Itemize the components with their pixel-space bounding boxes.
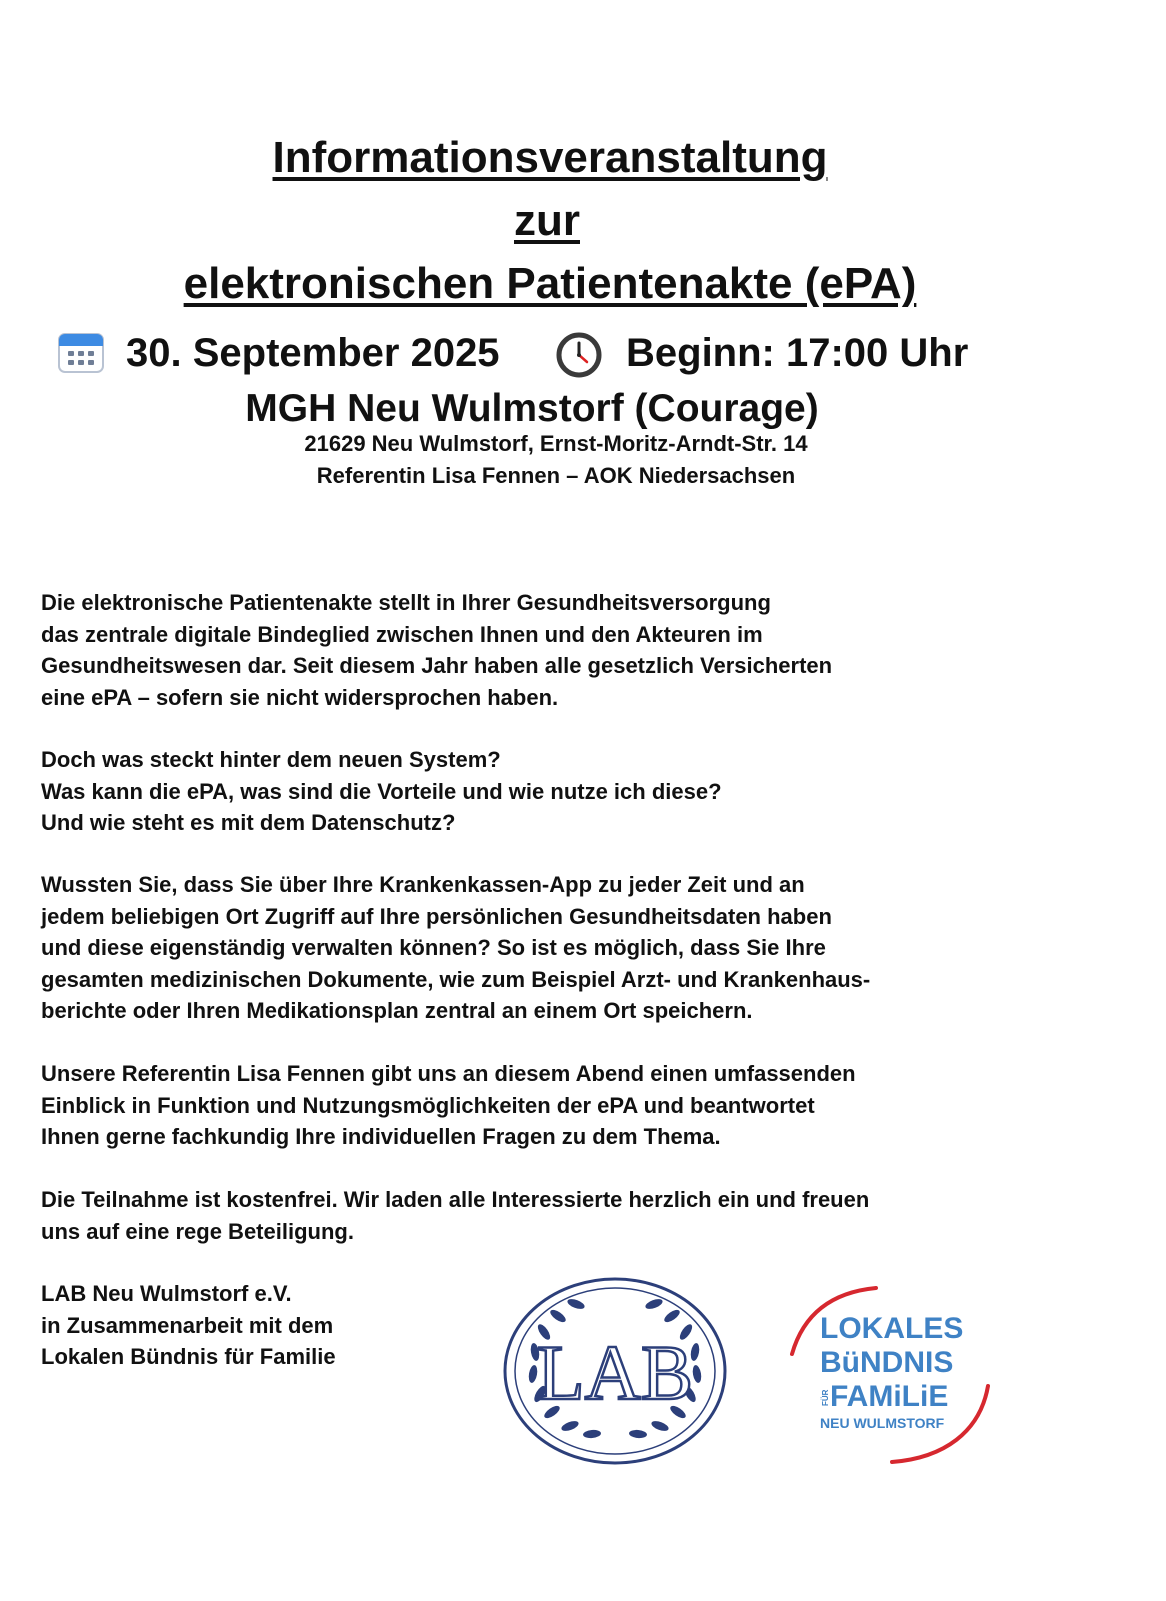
paragraph-line: jedem beliebigen Ort Zugriff auf Ihre persönlichen Gesundheitsdaten haben — [41, 903, 832, 929]
paragraph-line: Unsere Referentin Lisa Fennen gibt uns an diesem Abend einen umfassenden — [41, 1061, 856, 1086]
paragraph-speaker — [41, 1058, 1121, 1153]
paragraph-line: das zentrale digitale Bindeglied zwischen Ihnen und den Akteuren im — [41, 621, 763, 647]
paragraph-questions — [41, 744, 1121, 839]
sender-block — [41, 1278, 336, 1373]
paragraph-participation — [41, 1184, 1121, 1247]
paragraph-app-access — [41, 869, 1121, 1027]
paragraph-line: gesamten medizinischen Dokumente, wie zum Beispiel Arzt- und Krankenhaus- — [41, 966, 871, 992]
title-line-3: elektronischen Patientenakte (ePA) — [183, 259, 917, 308]
paragraph-line: Doch was steckt hinter dem neuen System? — [41, 747, 501, 772]
paragraph-line: Einblick in Funktion und Nutzungsmöglichkeiten der ePA und beantwortet — [41, 1092, 815, 1118]
sender-line: in Zusammenarbeit mit dem — [41, 1312, 334, 1338]
event-time: Beginn: 17:00 Uhr — [626, 331, 969, 375]
lokales-line: LOKALES — [820, 1312, 964, 1345]
paragraph-line: Wussten Sie, dass Sie über Ihre Krankenkassen-App zu jeder Zeit und an — [41, 872, 805, 897]
title-line-2: zur — [514, 196, 580, 245]
sender-line: Lokalen Bündnis für Familie — [41, 1344, 336, 1369]
familie-line: FAMiLiE — [830, 1380, 949, 1413]
paragraph-line: Die Teilnahme ist kostenfrei. Wir laden alle Interessierte herzlich ein und freuen — [41, 1187, 870, 1212]
paragraph-intro — [41, 587, 1121, 713]
event-speaker: Referentin Lisa Fennen – AOK Niedersachsen — [316, 463, 796, 488]
lab-seal-logo — [500, 1274, 730, 1468]
paragraph-line: Und wie steht es mit dem Datenschutz? — [41, 810, 456, 835]
fuer-line: FÜR — [821, 1389, 830, 1406]
paragraph-line: und diese eigenständig verwalten können? So ist es möglich, dass Sie Ihre — [41, 935, 826, 960]
calendar-icon — [57, 330, 105, 374]
paragraph-line: Gesundheitswesen dar. Seit diesem Jahr haben alle gesetzlich Versicherten — [41, 653, 833, 678]
buendnis-line: BüNDNIS — [820, 1346, 954, 1379]
event-venue: MGH Neu Wulmstorf (Courage) — [245, 387, 819, 430]
title-line-1: Informationsveranstaltung — [272, 133, 828, 182]
paragraph-line: berichte oder Ihren Medikationsplan zentral an einem Ort speichern. — [41, 998, 753, 1023]
neu-wulmstorf-line: NEU WULMSTORF — [820, 1415, 945, 1431]
lab-seal-text: LAB — [537, 1329, 693, 1416]
paragraph-line: uns auf eine rege Beteiligung. — [41, 1218, 354, 1244]
event-address: 21629 Neu Wulmstorf, Ernst-Moritz-Arndt-Str. 14 — [304, 431, 808, 456]
paragraph-line: eine ePA – sofern sie nicht widersprochen haben. — [41, 684, 559, 710]
event-date: 30. September 2025 — [126, 331, 500, 375]
sender-line: LAB Neu Wulmstorf e.V. — [41, 1281, 292, 1306]
paragraph-line: Die elektronische Patientenakte stellt in Ihrer Gesundheitsversorgung — [41, 590, 771, 615]
date-time-row — [0, 328, 1166, 378]
clock-icon — [556, 332, 602, 378]
paragraph-line: Was kann die ePA, was sind die Vorteile und wie nutze ich diese? — [41, 778, 722, 804]
paragraph-line: Ihnen gerne fachkundig Ihre individuellen Fragen zu dem Thema. — [41, 1124, 721, 1149]
lokales-buendnis-logo — [784, 1282, 998, 1468]
